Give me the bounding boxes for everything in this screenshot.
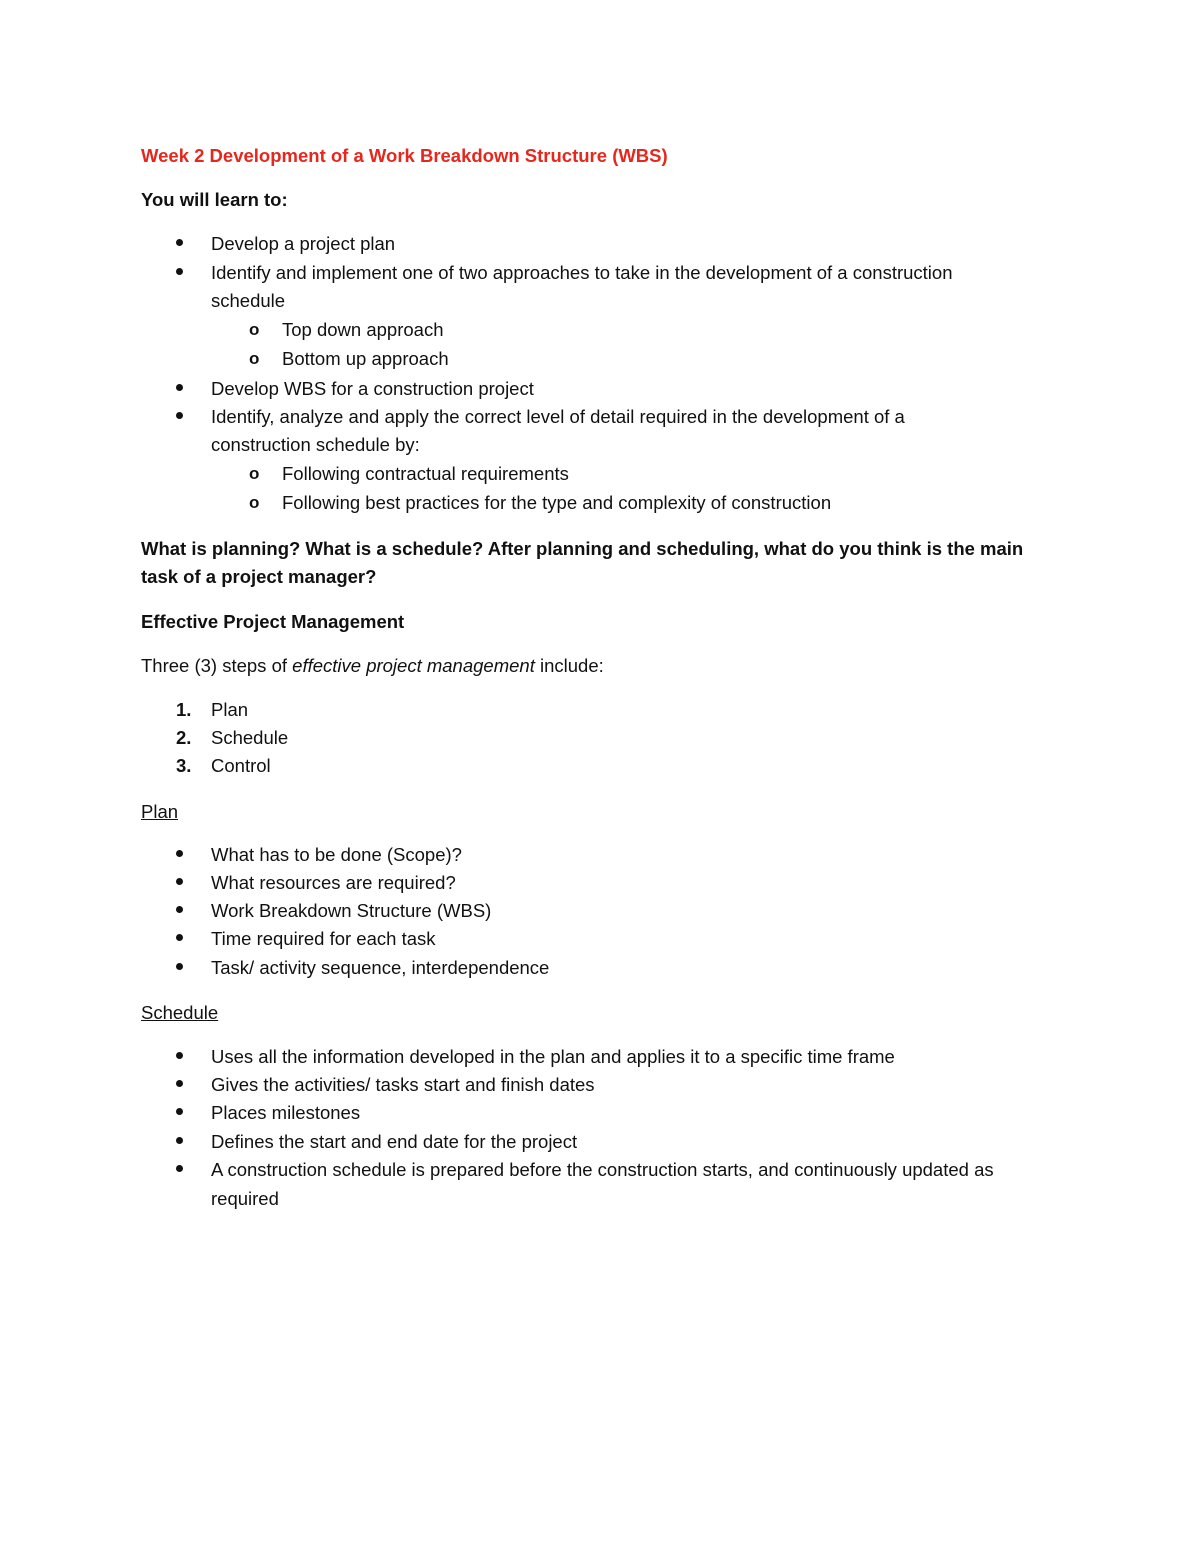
learn-item-continuation: construction schedule by: — [211, 434, 420, 455]
question-text-continuation: task of a project manager? — [141, 566, 377, 587]
bullet-dot-icon — [176, 1052, 183, 1059]
step-label: Schedule — [211, 727, 289, 748]
section-heading: Effective Project Management — [141, 611, 405, 632]
bullet-dot-icon — [176, 1080, 183, 1087]
question-text: What is planning? What is a schedule? After planning and scheduling, what do you think is the main — [141, 538, 1024, 559]
bullet-dot-icon — [176, 1108, 183, 1115]
plan-item: Work Breakdown Structure (WBS) — [211, 900, 492, 921]
schedule-item: Defines the start and end date for the project — [211, 1131, 578, 1152]
step-label: Control — [211, 755, 271, 776]
bullet-dot-icon — [176, 1165, 183, 1172]
learn-subitem: Following contractual requirements — [282, 463, 569, 484]
learn-subitem: Bottom up approach — [282, 348, 449, 369]
plan-item: What resources are required? — [211, 872, 456, 893]
sub-bullet-icon: o — [249, 349, 260, 368]
step-label: Plan — [211, 699, 249, 720]
schedule-item: Places milestones — [211, 1102, 361, 1123]
bullet-dot-icon — [176, 384, 183, 391]
step-number: 1. — [176, 699, 192, 720]
plan-item: Time required for each task — [211, 928, 436, 949]
schedule-item: A construction schedule is prepared before the construction starts, and continuously updated as — [211, 1159, 994, 1180]
sub-bullet-icon: o — [249, 464, 260, 483]
step-number: 2. — [176, 727, 192, 748]
learn-subitem: Following best practices for the type and complexity of construction — [282, 492, 832, 513]
steps-intro: Three (3) steps of effective project management include: — [141, 655, 604, 676]
bullet-dot-icon — [176, 268, 183, 275]
learn-heading: You will learn to: — [141, 189, 288, 210]
document-title: Week 2 Development of a Work Breakdown Structure (WBS) — [141, 145, 668, 166]
learn-item-continuation: schedule — [211, 290, 286, 311]
schedule-item-continuation: required — [211, 1188, 279, 1209]
learn-item: Develop WBS for a construction project — [211, 378, 534, 399]
bullet-dot-icon — [176, 963, 183, 970]
learn-item: Identify and implement one of two approaches to take in the development of a construction — [211, 262, 953, 283]
steps-intro-emphasis: effective project management — [292, 655, 535, 676]
sub-bullet-icon: o — [249, 320, 260, 339]
learn-item: Identify, analyze and apply the correct level of detail required in the development of a — [211, 406, 905, 427]
schedule-item: Gives the activities/ tasks start and finish dates — [211, 1074, 595, 1095]
learn-item: Develop a project plan — [211, 233, 396, 254]
step-number: 3. — [176, 755, 192, 776]
bullet-dot-icon — [176, 934, 183, 941]
learn-subitem: Top down approach — [282, 319, 444, 340]
bullet-dot-icon — [176, 906, 183, 913]
plan-heading: Plan — [141, 801, 179, 822]
bullet-dot-icon — [176, 878, 183, 885]
plan-item: What has to be done (Scope)? — [211, 844, 462, 865]
schedule-item: Uses all the information developed in the plan and applies it to a specific time frame — [211, 1046, 895, 1067]
bullet-dot-icon — [176, 1137, 183, 1144]
sub-bullet-icon: o — [249, 493, 260, 512]
bullet-dot-icon — [176, 850, 183, 857]
plan-item: Task/ activity sequence, interdependence — [211, 957, 550, 978]
bullet-dot-icon — [176, 412, 183, 419]
bullet-dot-icon — [176, 239, 183, 246]
schedule-heading: Schedule — [141, 1002, 219, 1023]
